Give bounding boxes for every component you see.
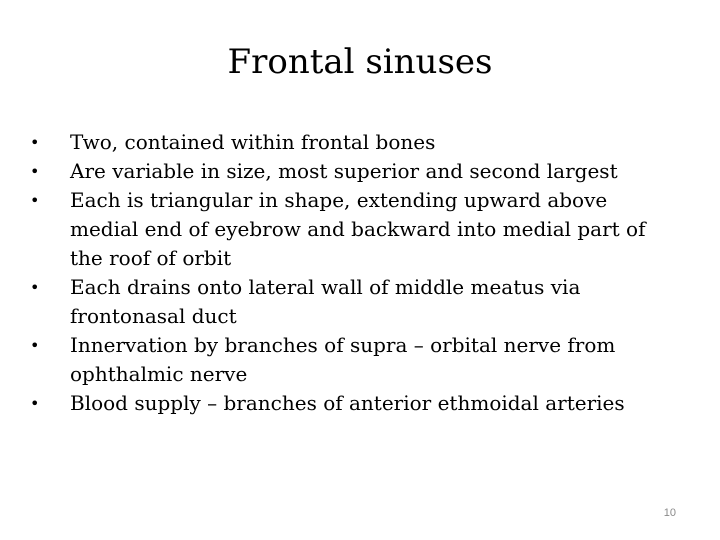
bullet-dot-icon: • [30,191,40,210]
bullet-dot-icon: • [30,162,40,181]
bullet-item [30,389,680,418]
bullet-text: Innervation by branches of supra – orbital nerve from ophthalmic nerve [70,333,616,386]
bullet-item [30,128,680,157]
bullet-item [30,186,680,273]
bullet-dot-icon: • [30,394,40,413]
bullet-item [30,273,680,331]
bullet-item [30,157,680,186]
page-number: 10 [663,507,676,519]
bullet-text: Blood supply – branches of anterior ethmoidal arteries [70,391,625,415]
bullet-text: Each drains onto lateral wall of middle meatus via frontonasal duct [70,275,581,328]
bullet-text: Two, contained within frontal bones [70,130,436,154]
bullet-text: Each is triangular in shape, extending upward above medial end of eyebrow and backward into medial part of the roof of orbit [70,188,646,270]
bullet-dot-icon: • [30,336,40,355]
bullet-dot-icon: • [30,133,40,152]
bullet-list [30,128,680,418]
slide-title: Frontal sinuses [227,42,493,82]
bullet-dot-icon: • [30,278,40,297]
bullet-item [30,331,680,389]
bullet-text: Are variable in size, most superior and second largest [70,159,618,183]
